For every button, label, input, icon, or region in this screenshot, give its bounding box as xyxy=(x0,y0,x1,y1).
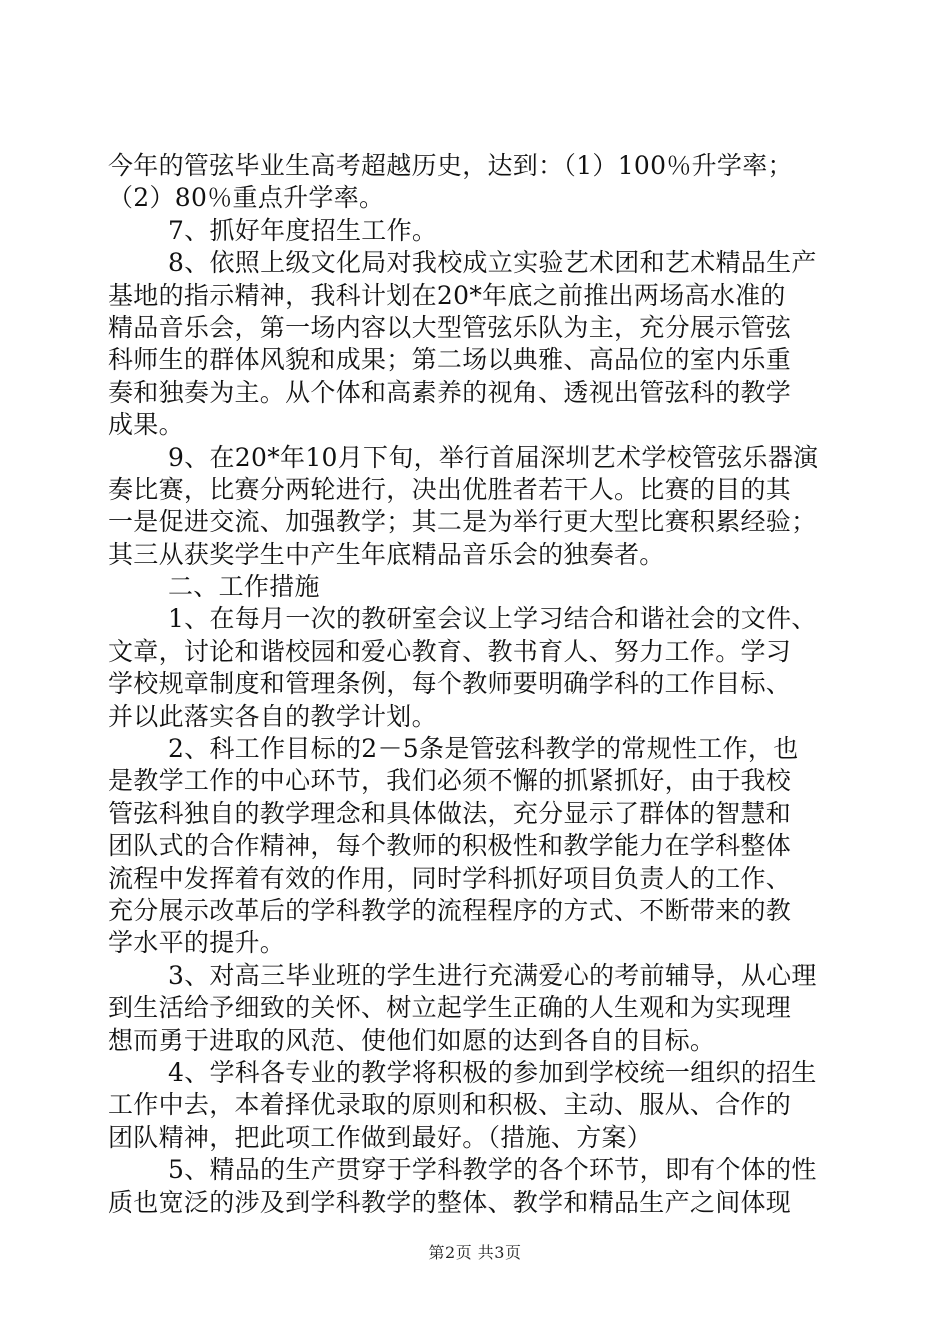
text-line: 精品音乐会，第一场内容以大型管弦乐队为主，充分展示管弦 xyxy=(108,312,792,342)
text-line: 今年的管弦毕业生高考超越历史，达到：（1）100％升学率； xyxy=(108,151,793,180)
text-line: 二、工作措施 xyxy=(168,572,320,602)
text-line: 学校规章制度和管理条例，每个教师要明确学科的工作目标、 xyxy=(108,669,792,699)
page-footer: 第2页 共3页 xyxy=(428,1243,522,1262)
text-line: 并以此落实各自的教学计划。 xyxy=(108,701,437,731)
text-line: 到生活给予细致的关怀、树立起学生正确的人生观和为实现理 xyxy=(108,993,792,1023)
text-line: 流程中发挥着有效的作用，同时学科抓好项目负责人的工作、 xyxy=(108,863,792,893)
text-line: 充分展示改革后的学科教学的流程程序的方式、不断带来的教 xyxy=(108,895,792,925)
text-line: （2）80％重点升学率。 xyxy=(108,183,385,213)
text-line: 其三从获奖学生中产生年底精品音乐会的独奏者。 xyxy=(108,539,665,569)
text-line: 奏和独奏为主。从个体和高素养的视角、透视出管弦科的教学 xyxy=(108,377,792,407)
text-line: 团队精神，把此项工作做到最好。（措施、方案） xyxy=(108,1122,653,1152)
text-line: 2、科工作目标的2－5条是管弦科教学的常规性工作，也 xyxy=(168,734,799,764)
text-line: 工作中去，本着择优录取的原则和积极、主动、服从、合作的 xyxy=(108,1090,792,1120)
text-line: 5、精品的生产贯穿于学科教学的各个环节，即有个体的性 xyxy=(168,1155,817,1185)
text-line: 是教学工作的中心环节，我们必须不懈的抓紧抓好，由于我校 xyxy=(108,766,792,796)
text-line: 一是促进交流、加强教学；其二是为举行更大型比赛积累经验； xyxy=(108,507,817,537)
text-line: 学水平的提升。 xyxy=(108,928,286,958)
text-line: 科师生的群体风貌和成果；第二场以典雅、高品位的室内乐重 xyxy=(108,345,792,375)
text-line: 7、抓好年度招生工作。 xyxy=(168,215,438,245)
text-line: 团队式的合作精神，每个教师的积极性和教学能力在学科整体 xyxy=(108,831,792,861)
text-line: 3、对高三毕业班的学生进行充满爱心的考前辅导，从心理 xyxy=(168,960,817,990)
text-line: 管弦科独自的教学理念和具体做法，充分显示了群体的智慧和 xyxy=(108,798,792,828)
text-line: 基地的指示精神，我科计划在20*年底之前推出两场高水准的 xyxy=(108,280,786,310)
text-line: 成果。 xyxy=(108,410,184,440)
text-line: 奏比赛，比赛分两轮进行，决出优胜者若干人。比赛的目的其 xyxy=(108,474,792,504)
text-line: 8、依照上级文化局对我校成立实验艺术团和艺术精品生产 xyxy=(168,248,817,278)
text-line: 文章，讨论和谐校园和爱心教育、教书育人、努力工作。学习 xyxy=(108,636,792,666)
text-line: 9、在20*年10月下旬，举行首届深圳艺术学校管弦乐器演 xyxy=(168,442,819,472)
text-line: 想而勇于进取的风范、使他们如愿的达到各自的目标。 xyxy=(108,1025,716,1055)
text-line: 1、在每月一次的教研室会议上学习结合和谐社会的文件、 xyxy=(168,604,817,634)
text-line: 4、学科各专业的教学将积极的参加到学校统一组织的招生 xyxy=(168,1057,817,1087)
document-body xyxy=(108,150,848,1219)
text-line: 质也宽泛的涉及到学科教学的整体、教学和精品生产之间体现 xyxy=(108,1187,792,1217)
